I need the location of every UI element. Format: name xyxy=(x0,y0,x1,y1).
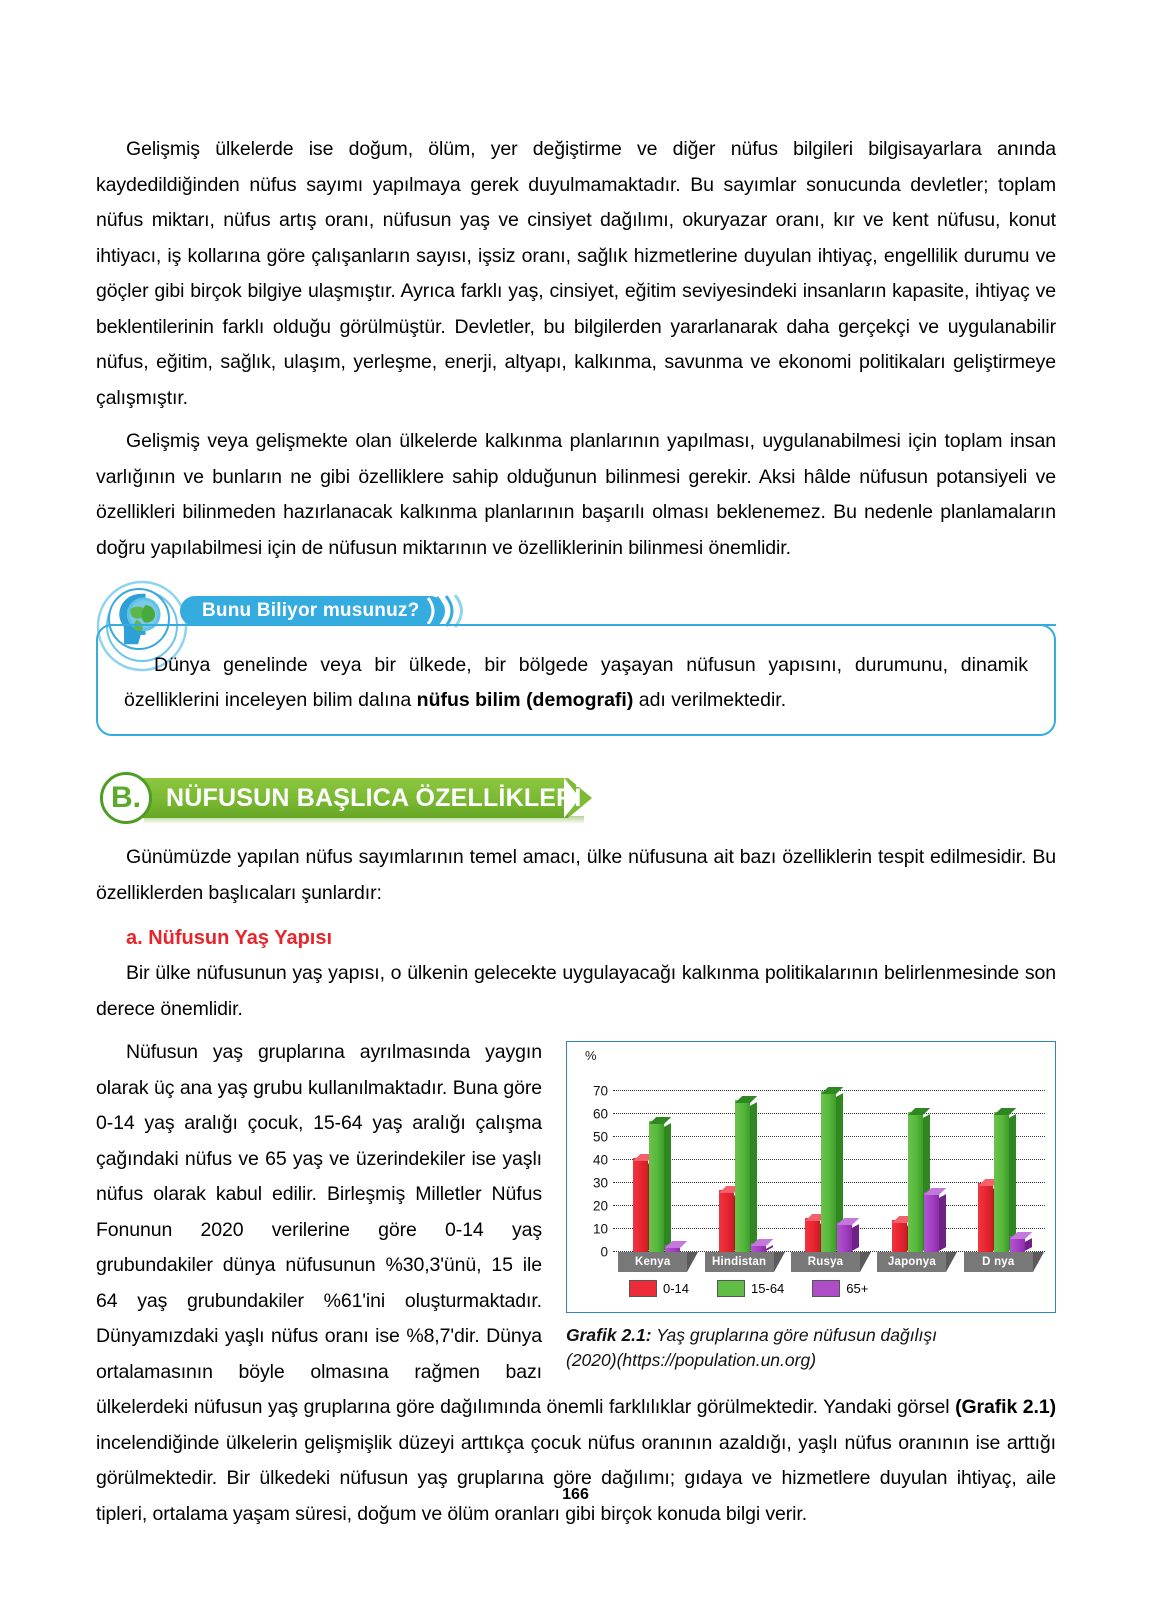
y-axis-tick: 70 xyxy=(592,1083,608,1099)
subheading-age-structure: a. Nüfusun Yaş Yapısı xyxy=(126,927,333,949)
figure-grafik-2-1 xyxy=(566,1041,1056,1373)
did-you-know-title: Bunu Biliyor musunuz? xyxy=(180,596,445,626)
grafik-reference: (Grafik 2.1) xyxy=(955,1396,1056,1418)
x-axis-label: Rusya xyxy=(791,1252,860,1272)
bar xyxy=(837,1222,852,1252)
bar xyxy=(924,1192,939,1252)
chart-x-axis xyxy=(613,1252,1045,1274)
legend-swatch xyxy=(717,1280,745,1297)
x-axis-label: Kenya xyxy=(618,1252,687,1272)
legend-label: 65+ xyxy=(846,1281,869,1296)
page-number: 166 xyxy=(562,1486,589,1503)
x-axis-label: Japonya xyxy=(877,1252,946,1272)
paragraph-2: Gelişmiş veya gelişmekte olan ülkelerde kalkınma planlarının yapılması, uygulanabilmesi için toplam insan varlığının ve bunların ne gibi özelliklere sahip olduğunun bilinmesi gerekir. Aksi hâlde nüfusun potansiyeli ve özellikleri bilinmeden hazırlanacak kalkınma planlarının başarılı olması beklenemez. Bu nedenle planlamaların doğru yapılabilmesi için de nüfusun miktarının ve özelliklerinin bilinmesi önemlidir. xyxy=(96,430,1056,559)
y-axis-tick: 20 xyxy=(592,1198,608,1214)
bar xyxy=(994,1112,1009,1252)
bar xyxy=(665,1245,680,1252)
bar xyxy=(908,1112,923,1252)
y-axis-tick: 40 xyxy=(592,1152,608,1168)
legend-item xyxy=(629,1280,689,1297)
section-title: NÜFUSUN BAŞLICA ÖZELLİKLERİ xyxy=(166,784,582,812)
bar xyxy=(1010,1236,1025,1252)
legend-label: 0-14 xyxy=(663,1281,690,1296)
legend-label: 15-64 xyxy=(751,1281,785,1296)
bar-group xyxy=(892,1068,939,1252)
chart-plot-area xyxy=(592,1068,1045,1260)
x-axis-label: D nya xyxy=(964,1252,1033,1272)
dyk-bold-term: nüfus bilim (demografi) xyxy=(416,689,634,711)
y-axis-tick: 30 xyxy=(592,1175,608,1191)
wrapped-text-a: Nüfusun yaş gruplarına ayrılmasında yaygın olarak üç ana yaş grubu kullanılmaktadır. Buna göre 0-14 yaş aralığı çocuk, 15-64 yaş aralığı çalışma çağındaki nüfus ve 65 yaş ve üzerindekiler ise yaşlı nüfus olarak kabul edilir. Birleşmiş Milletler Nüfus Fonunun 2020 verilerine göre 0-14 yaş grubundakiler dünya nüfusunun %30,3'ünü, 15 ile 64 yaş grubundakiler %61'ini oluşturmaktadır. Dünyamızdaki yaşlı nüfus oranı ise %8,7'dir. Dünya ortalamasının böyle olmasına rağmen bazı ülkelerdeki nüfusun yaş gruplarına göre dağılımında önemli farklılıklar görülmektedir. Yandaki görsel xyxy=(96,1041,956,1418)
bar xyxy=(633,1158,648,1252)
section-letter-badge: B. xyxy=(100,772,152,824)
bar-group xyxy=(719,1068,766,1252)
bar-group xyxy=(978,1068,1025,1252)
chart-container xyxy=(566,1041,1056,1313)
bar xyxy=(649,1121,664,1252)
bar xyxy=(821,1091,836,1252)
chart-legend xyxy=(629,1280,886,1297)
paragraph-4: Bir ülke nüfusunun yaş yapısı, o ülkenin gelecekte uygulayacağı kalkınma politikalarının belirlenmesinde son derece önemlidir. xyxy=(96,962,1056,1020)
bar-group xyxy=(805,1068,852,1252)
wrapped-text-b: incelendiğinde ülkelerin gelişmişlik düzeyi arttıkça çocuk nüfus oranının azaldığı, yaşlı nüfus oranının ise arttığı görülmektedir. Bir ülkedeki nüfusun yaş gruplarına göre dağılımı; gıdaya ve hizmetlere duyulan ihtiyaç, aile tipleri, ortalama yaşam süresi, doğum ve ölüm oranları gibi birçok konuda bilgi verir. xyxy=(96,1431,1056,1525)
section-heading-b xyxy=(96,770,1056,826)
caption-label: Grafik 2.1: xyxy=(566,1325,652,1345)
paragraph-3: Günümüzde yapılan nüfus sayımlarının temel amacı, ülke nüfusuna ait bazı özelliklerin tespit edilmesidir. Bu özelliklerden başlıcaları şunlardır: xyxy=(96,846,1056,904)
y-axis-tick: 50 xyxy=(592,1129,608,1145)
bar xyxy=(892,1220,907,1252)
bar xyxy=(735,1100,750,1252)
did-you-know-body xyxy=(96,624,1056,736)
sound-waves-icon xyxy=(422,594,466,628)
bar xyxy=(805,1218,820,1253)
paragraph-1: Gelişmiş ülkelerde ise doğum, ölüm, yer değiştirme ve diğer nüfus bilgileri bilgisayarlara anında kaydedildiğinden nüfus sayımı yapılmaya gerek duyulmamaktadır. Bu sayımlar sonucunda devletler; toplam nüfus miktarı, nüfus artış oranı, nüfusun yaş ve cinsiyet dağılımı, okuryazar oranı, kır ve kent nüfusu, konut ihtiyacı, iş kollarına göre çalışanların sayısı, işsiz oranı, sağlık hizmetlerine duyulan ihtiyaç, engellilik durumu ve göçler gibi birçok bilgiye ulaşmıştır. Ayrıca farklı yaş, cinsiyet, eğitim seviyesindeki insanların kapasite, ihtiyaç ve beklentilerinin farklı olduğu görülmüştür. Devletler, bu bilgilerden yararlanarak daha gerçekçi ve uygulanabilir nüfus, eğitim, sağlık, ulaşım, yerleşme, enerji, altyapı, kalkınma, savunma ve ekonomi politikaları geliştirmeye çalışmıştır. xyxy=(96,138,1056,409)
legend-item xyxy=(717,1280,784,1297)
chart-bars xyxy=(613,1068,1045,1252)
dyk-text-before: Dünya genelinde veya bir ülkede, bir bölgede yaşayan nüfusun yapısını, durumunu, dinamik özelliklerini inceleyen bilim dalına xyxy=(124,654,1028,711)
bar-group xyxy=(633,1068,680,1252)
caption-text: Yaş gruplarına göre nüfusun dağılışı xyxy=(651,1325,937,1345)
legend-swatch xyxy=(812,1280,840,1297)
bar xyxy=(751,1243,766,1252)
did-you-know-box xyxy=(96,588,1056,736)
y-axis-tick: 0 xyxy=(600,1244,608,1260)
x-axis-label: Hindistan xyxy=(705,1252,774,1272)
y-axis-tick: 10 xyxy=(592,1221,608,1237)
legend-item xyxy=(812,1280,868,1297)
bar xyxy=(978,1183,993,1252)
legend-swatch xyxy=(629,1280,657,1297)
page-content xyxy=(96,132,1056,1540)
figure-caption xyxy=(566,1323,1056,1373)
chart-y-unit: % xyxy=(585,1048,597,1063)
y-axis-tick: 60 xyxy=(592,1106,608,1122)
caption-source: (2020)(https://population.un.org) xyxy=(566,1350,817,1370)
bar xyxy=(719,1190,734,1252)
dyk-text-after: adı verilmektedir. xyxy=(633,689,787,711)
